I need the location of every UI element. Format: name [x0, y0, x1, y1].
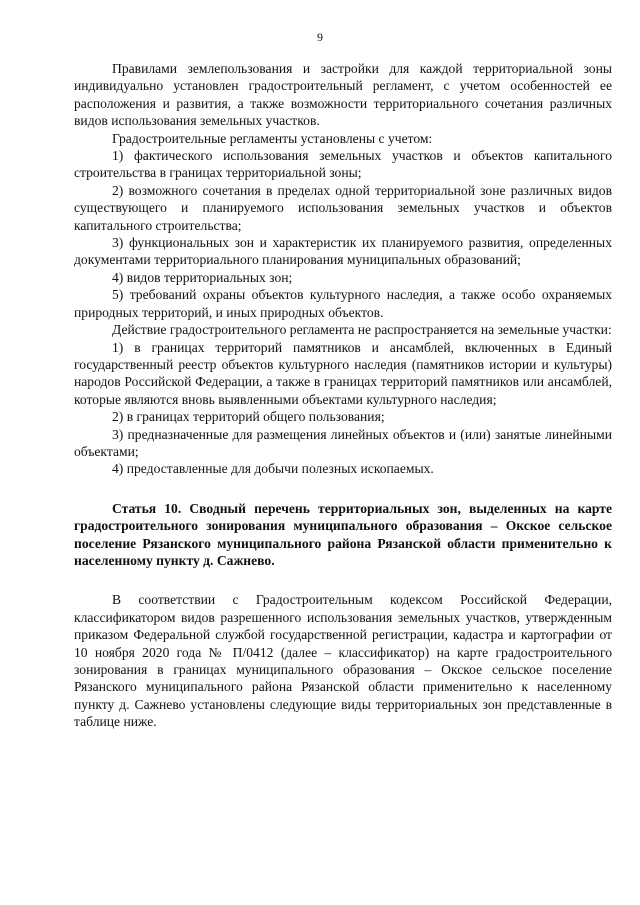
document-body [74, 60, 612, 731]
list-item: 4) видов территориальных зон; [112, 269, 293, 285]
list-item: 3) функциональных зон и характеристик их планируемого развития, определенных документами территориального планирования муниципальных образований; [74, 235, 612, 268]
paragraph: Градостроительные регламенты установлены с учетом: [112, 130, 433, 146]
list-item: 2) в границах территорий общего пользования; [112, 409, 385, 425]
article-heading: Статья 10. Сводный перечень территориальных зон, выделенных на карте градостроительного зонирования муниципального образования – Окское сельское поселение Рязанского муниципального района Рязанской области применительно к населенному пункту д. Сажнево. [74, 500, 612, 568]
paragraph: Действие градостроительного регламента не распространяется на земельные участки: [112, 322, 612, 338]
list-item: 2) возможного сочетания в пределах одной территориальной зоне различных видов существующего и планируемого использования земельных участков и объектов капитального строительства; [74, 182, 612, 233]
list-item: 5) требований охраны объектов культурного наследия, а также особо охраняемых природных территорий, и иных природных объектов. [74, 287, 612, 320]
paragraph: В соответствии с Градостроительным кодексом Российской Федерации, классификатором видов разрешенного использования земельных участков, утвержденным приказом Федеральной службой государственной регистрации, кадастра и картографии от 10 ноября 2020 года № П/0412 (далее – классификатор) на карте градостроительного зонирования в границах муниципального образования – Окское сельское поселение Рязанского муниципального района Рязанской области применительно к населенному пункту д. Сажнево установлены следующие виды территориальных зон представленные в таблице ниже. [74, 592, 612, 730]
list-item: 1) в границах территорий памятников и ансамблей, включенных в Единый государственный реестр объектов культурного наследия (памятников истории и культуры) народов Российской Федерации, а также в границах территорий памятников или ансамблей, которые являются вновь выявленными объектами культурного наследия; [74, 339, 612, 407]
list-item: 4) предоставленные для добычи полезных ископаемых. [112, 461, 434, 477]
page-number: 9 [317, 30, 323, 44]
paragraph: Правилами землепользования и застройки для каждой территориальной зоны индивидуально установлен градостроительный регламент, с учетом особенностей ее расположения и развития, а также возможности территориального сочетания различных видов использования земельных участков. [74, 61, 612, 129]
list-item: 1) фактического использования земельных участков и объектов капитального строительства в границах территориальной зоны; [74, 148, 612, 181]
list-item: 3) предназначенные для размещения линейных объектов и (или) занятые линейными объектами; [74, 426, 612, 459]
